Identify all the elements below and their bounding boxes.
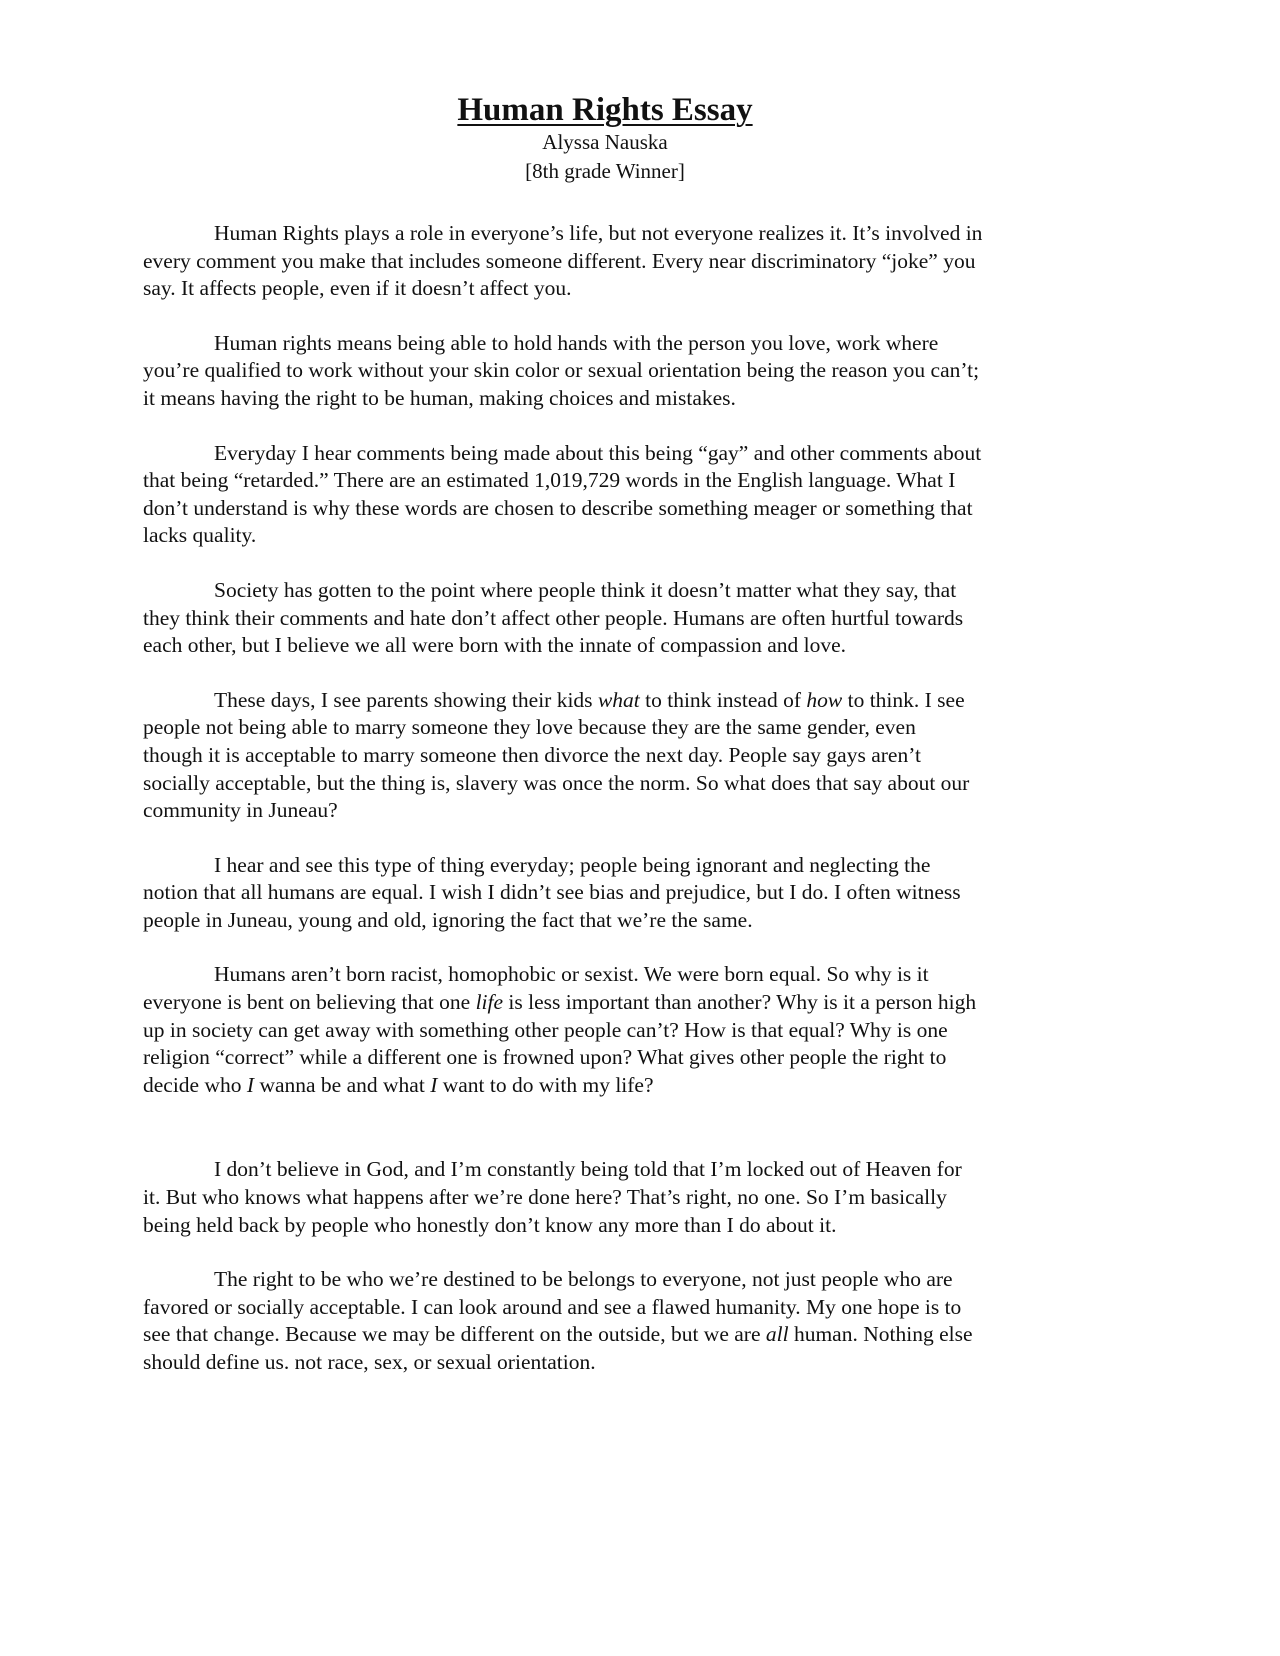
essay-paragraph — [143, 330, 1103, 413]
text-segment: being held back by people who honestly don’t know any more than I do about it. — [143, 1212, 837, 1237]
text-line — [143, 1212, 1103, 1240]
text-segment: people in Juneau, young and old, ignoring the fact that we’re the same. — [143, 907, 753, 932]
text-line — [143, 1156, 1103, 1184]
text-line — [143, 797, 1103, 825]
text-line — [143, 1349, 1103, 1377]
text-line — [143, 1266, 1103, 1294]
essay-paragraph — [143, 1156, 1103, 1239]
text-segment: don’t understand is why these words are chosen to describe something meager or something that — [143, 495, 973, 520]
text-segment: it means having the right to be human, making choices and mistakes. — [143, 385, 736, 410]
text-segment: The right to be who we’re destined to be belongs to everyone, not just people who are — [214, 1267, 953, 1292]
text-line — [143, 907, 1103, 935]
text-line — [143, 742, 1103, 770]
text-segment: see that change. Because we may be different on the outside, but we are — [143, 1322, 766, 1347]
text-line — [143, 467, 1103, 495]
italic-text: all — [765, 1322, 789, 1347]
text-line — [143, 1294, 1103, 1322]
essay-paragraph — [143, 577, 1103, 660]
text-segment: everyone is bent on believing that one — [143, 990, 476, 1015]
text-line — [143, 577, 1103, 605]
essay-title: Human Rights Essay — [457, 92, 753, 128]
award-label: [8th grade Winner] — [525, 159, 685, 183]
text-line — [143, 220, 1103, 248]
text-line — [143, 330, 1103, 358]
text-line — [143, 275, 1103, 303]
text-segment: Everyday I hear comments being made about this being “gay” and other comments about — [214, 440, 982, 465]
text-line — [143, 248, 1103, 276]
text-line — [143, 1184, 1103, 1212]
text-segment: want to do with my life? — [437, 1072, 654, 1097]
text-segment: I hear and see this type of thing everyday; people being ignorant and neglecting the — [214, 852, 931, 877]
text-segment: people not being able to marry someone they love because they are the same gender, even — [143, 715, 916, 740]
text-line — [143, 357, 1103, 385]
italic-text: what — [597, 687, 640, 712]
text-segment: though it is acceptable to marry someone then divorce the next day. People say gays aren’t — [143, 742, 921, 767]
text-segment: I don’t believe in God, and I’m constantly being told that I’m locked out of Heaven for — [214, 1157, 962, 1182]
essay-paragraph — [143, 1266, 1103, 1376]
italic-text: I — [246, 1072, 255, 1097]
text-segment: wanna be and what — [254, 1072, 431, 1097]
text-segment: Human Rights plays a role in everyone’s life, but not everyone realizes it. It’s involved in — [214, 221, 983, 245]
text-segment: favored or socially acceptable. I can look around and see a flawed humanity. My one hope is to — [143, 1294, 962, 1319]
text-segment: religion “correct” while a different one is frowned upon? What gives other people the right to — [143, 1045, 947, 1070]
essay-body — [143, 220, 1103, 1404]
text-segment: to think. I see — [842, 687, 965, 712]
text-segment: say. It affects people, even if it doesn’t affect you. — [143, 276, 572, 301]
text-segment: socially acceptable, but the thing is, slavery was once the norm. So what does that say about our — [143, 770, 970, 795]
text-segment: Society has gotten to the point where people think it doesn’t matter what they say, that — [214, 577, 957, 602]
essay-paragraph — [143, 220, 1103, 303]
text-line — [143, 495, 1103, 523]
text-segment: up in society can get away with something other people can’t? How is that equal? Why is one — [143, 1017, 948, 1042]
text-line — [143, 440, 1103, 468]
text-line — [143, 961, 1103, 989]
text-line — [143, 687, 1103, 715]
text-segment: human. Nothing else — [788, 1322, 973, 1347]
essay-paragraph — [143, 852, 1103, 935]
essay-paragraph — [143, 961, 1103, 1099]
text-line — [143, 385, 1103, 413]
italic-text: I — [430, 1072, 438, 1097]
text-segment: each other, but I believe we all were born with the innate of compassion and love. — [143, 633, 847, 658]
text-segment: Humans aren’t born racist, homophobic or sexist. We were born equal. So why is it — [214, 962, 929, 987]
author-name: Alyssa Nauska — [542, 130, 668, 154]
text-line — [143, 1017, 1103, 1045]
text-line — [143, 632, 1103, 660]
text-segment: every comment you make that includes someone different. Every near discriminatory “joke” you — [143, 248, 976, 273]
text-line — [143, 852, 1103, 880]
text-segment: lacks quality. — [143, 523, 257, 548]
italic-text: life — [475, 990, 504, 1015]
text-segment: that being “retarded.” There are an estimated 1,019,729 words in the English language. What I — [143, 468, 956, 493]
text-segment: decide who — [143, 1072, 247, 1097]
text-segment: community in Juneau? — [143, 798, 338, 823]
text-line — [143, 714, 1103, 742]
essay-paragraph — [143, 687, 1103, 825]
text-segment: to think instead of — [639, 687, 807, 712]
text-line — [143, 605, 1103, 633]
text-line — [143, 1044, 1103, 1072]
text-segment: is less important than another? Why is it a person high — [503, 990, 977, 1015]
italic-text: how — [806, 687, 843, 712]
text-line — [143, 879, 1103, 907]
essay-paragraph — [143, 440, 1103, 550]
text-line — [143, 522, 1103, 550]
text-line — [143, 989, 1103, 1017]
text-segment: it. But who knows what happens after we’re done here? That’s right, no one. So I’m basically — [143, 1185, 947, 1210]
text-line — [143, 1321, 1103, 1349]
text-segment: you’re qualified to work without your skin color or sexual orientation being the reason you can’t; — [143, 358, 980, 383]
text-line — [143, 1072, 1103, 1100]
text-segment: notion that all humans are equal. I wish I didn’t see bias and prejudice, but I do. I often witness — [143, 880, 961, 905]
text-segment: Human rights means being able to hold hands with the person you love, work where — [214, 330, 939, 355]
text-segment: should define us. not race, sex, or sexual orientation. — [143, 1350, 596, 1374]
text-segment: These days, I see parents showing their kids — [214, 687, 598, 712]
text-segment: they think their comments and hate don’t affect other people. Humans are often hurtful towards — [143, 605, 964, 630]
text-line — [143, 770, 1103, 798]
